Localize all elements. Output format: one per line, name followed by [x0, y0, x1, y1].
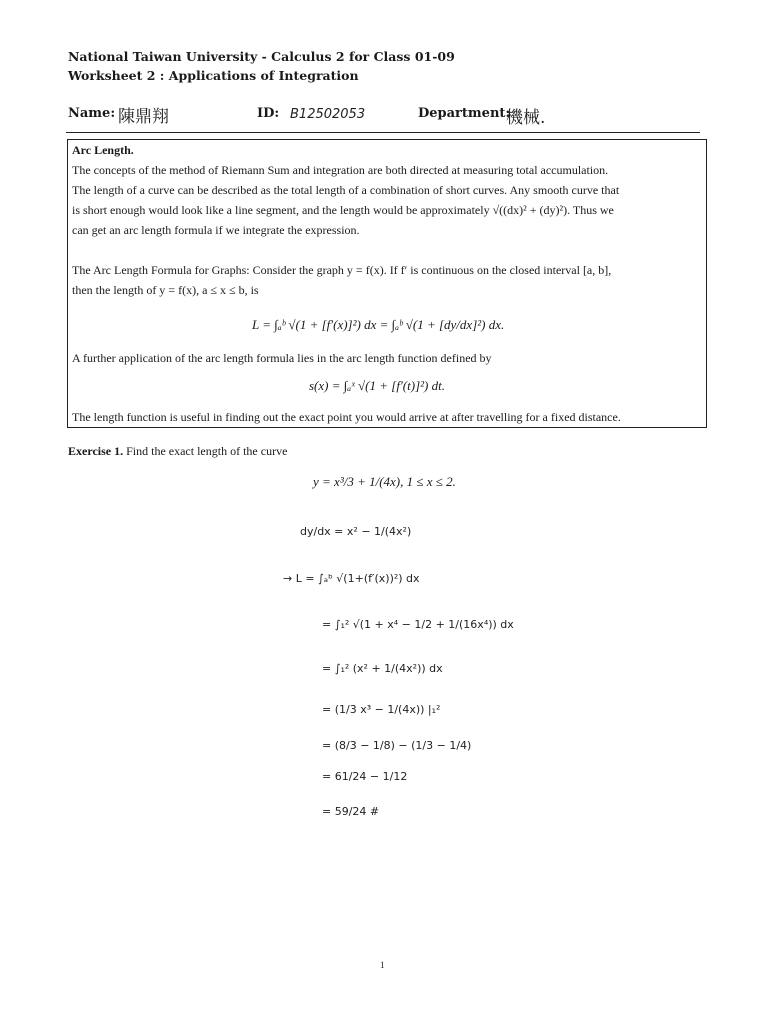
box-paragraph-4: The length function is useful in finding out the exact point you would arrive at after travelling for a fixed distance.	[72, 410, 621, 424]
work-step-6: = (8/3 − 1/8) − (1/3 − 1/4)	[322, 739, 472, 752]
box-paragraph-1-line-4: can get an arc length formula if we integrate the expression.	[72, 223, 360, 237]
work-step-3: = ∫₁² √(1 + x⁴ − 1/2 + 1/(16x⁴)) dx	[322, 618, 514, 631]
exercise-heading	[68, 444, 287, 459]
header-divider	[66, 132, 700, 133]
box-paragraph-3: A further application of the arc length formula lies in the arc length function defined by	[72, 351, 492, 365]
box-title: Arc Length.	[72, 143, 134, 157]
department-handwritten: 機械.	[506, 108, 546, 128]
page-number: 1	[380, 960, 385, 970]
course-title: National Taiwan University - Calculus 2 for Class 01-09	[68, 49, 455, 64]
box-paragraph-1-line-1: The concepts of the method of Riemann Sum and integration are both directed at measuring total accumulation.	[72, 163, 609, 177]
work-step-4: = ∫₁² (x² + 1/(4x²)) dx	[322, 662, 443, 675]
work-step-2: → L = ∫ₐᵇ √(1+(f′(x))²) dx	[283, 572, 420, 585]
exercise-text: Find the exact length of the curve	[126, 444, 288, 458]
arc-length-function-formula: s(x) = ∫ₐˣ √(1 + [f′(t)]²) dt.	[309, 378, 445, 393]
box-paragraph-2-line-2: then the length of y = f(x), a ≤ x ≤ b, is	[72, 283, 259, 297]
name-handwritten: 陳鼎翔	[118, 107, 169, 127]
work-step-5: = (1/3 x³ − 1/(4x)) |₁²	[322, 703, 441, 716]
worksheet-title: Worksheet 2 : Applications of Integration	[68, 68, 359, 83]
work-step-7: = 61/24 − 1/12	[322, 770, 408, 783]
id-handwritten: B12502053	[290, 107, 366, 122]
arc-length-formula: L = ∫ₐᵇ √(1 + [f′(x)]²) dx = ∫ₐᵇ √(1 + [dy/dx]²) dx.	[252, 317, 505, 332]
box-paragraph-1-line-3: is short enough would look like a line segment, and the length would be approximately √((dx)² + (dy)²). Thus we	[72, 203, 614, 217]
work-step-8: = 59/24 #	[322, 805, 380, 818]
department-label: Department:	[418, 106, 511, 121]
name-label: Name:	[68, 106, 116, 121]
id-label: ID:	[257, 106, 280, 121]
box-paragraph-2-line-1: The Arc Length Formula for Graphs: Consider the graph y = f(x). If f′ is continuous on the closed interval [a, b],	[72, 263, 612, 277]
exercise-equation: y = x³/3 + 1/(4x), 1 ≤ x ≤ 2.	[313, 474, 456, 489]
exercise-label: Exercise 1.	[68, 444, 124, 458]
box-paragraph-1-line-2: The length of a curve can be described as the total length of a combination of short curves. Any smooth curve that	[72, 183, 620, 197]
work-step-1: dy/dx = x² − 1/(4x²)	[300, 525, 412, 538]
